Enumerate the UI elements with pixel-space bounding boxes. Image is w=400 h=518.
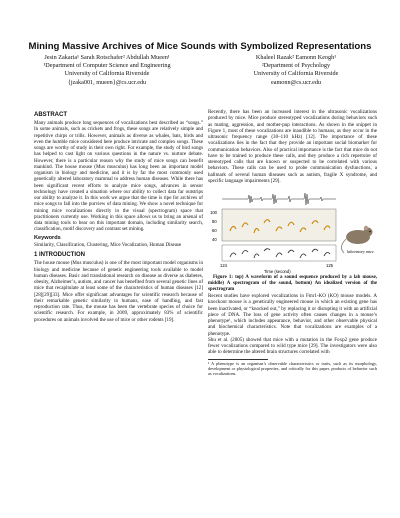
abstract-heading: ABSTRACT <box>34 112 67 118</box>
right-paragraph-2: Recent studies have explored vocalizations in Fmr1-KO (KO) mouse models. A knockout mouse is a genetically engineered mouse in which an existing gene has been inactivated, or “knocked out,” by replacing it or disrupting it with an artificial piece of DNA. The loss of gene activity often causes changes in a mouse’s phenotype¹, which includes appearance, behavior, and other observable physical and biochemical characteristics. Note that vocalizations are examples of a phenotype. <box>208 293 377 337</box>
author-names-left: Jesin Zakaria¹ Sarah Rotschafer² Abdullah Mueen¹ <box>44 54 170 61</box>
x-tick-124: 124 <box>220 263 227 268</box>
y-tick-60: 60 <box>212 228 217 233</box>
footnote-rule <box>208 359 268 360</box>
x-axis-label: Time (second) <box>264 269 291 274</box>
paper-title: Mining Massive Archives of Mice Sounds with Symbolized Representations <box>28 41 372 52</box>
y-tick-100: 100 <box>210 210 217 215</box>
affiliation-left-1: ¹Department of Computer Science and Engineering <box>43 62 171 70</box>
email-right: eamonn@cs.ucr.edu <box>270 78 322 86</box>
figure-1-caption: Figure 1: top) A waveform of a sound sequence produced by a lab mouse, middle) A spectrogram of the sound, bottom) An idealized version of the spectrogram <box>208 275 377 292</box>
affiliation-left-2: University of California Riverside <box>64 70 150 78</box>
right-column <box>208 109 377 376</box>
intro-heading: 1 INTRODUCTION <box>34 252 85 259</box>
spectrogram-background <box>222 209 336 241</box>
affiliation-right-2: University of California Riverside <box>253 70 339 78</box>
y-tick-80: 80 <box>212 219 217 224</box>
right-paragraph-1: Recently, there has been an increased interest in the ultrasonic vocalizations produced by mice. Mice produce stereotyped vocalizations during behaviors such as mating, aggression, and mother-pup interactions. As shown in the snippet in Figure 1, most of these vocalizations are inaudible to humans, as they occur in the ultrasonic frequency range (30–110 kHz) [12]. The importance of these vocalizations lies in the fact that they provide an important social biomarker for communication behaviors. Also of practical importance is the fact that mice do not have to be trained to produce these calls, and they produce a rich repertoire of stereotyped calls that are known or suspected to be correlated with various behaviors. These calls can be used to probe communication dysfunctions, a hallmark of several human diseases such as autism, fragile X syndrome, and specific language impairments [29]. <box>208 109 377 184</box>
keywords-text: Similarity, Classification, Clustering, Mice Vocalization, Human Disease <box>34 242 182 248</box>
abstract-text: Many animals produce long sequences of vocalizations best described as “songs.” In some animals, such as crickets and frogs, these songs are relatively simple and repetitive chirps or trills. However, animals as diverse as whales, bats, birds and even the humble mice considered here produce intricate and complex songs. These songs are worthy of study in their own right. For example, the study of bird songs has helped to cast light on various questions in the nature vs. nurture debate. However, there is a particular reason why the study of mice songs can benefit mankind. The house mouse (Mus musculus) has long been an important model organism in biology and medicine, and it is by far the most commonly used genetically altered laboratory mammal to address human diseases. While there has been significant recent efforts to analyze mice songs, advances in sensor technology have created a situation where our ability to collect data far outstrips our ability to analyze it. In this work we argue that the time is ripe for archives of mice songs to fall into the purview of data mining. We show a novel technique for mining mice vocalizations directly in the visual (spectrogram) space that practitioners currently use. Working in this space allows us to bring an arsenal of data mining tools to bear on this important domain, including similarity search, classification, motif discovery and contrast set mining. <box>34 120 203 233</box>
waveform <box>222 193 336 205</box>
keywords-heading: Keywords <box>34 234 61 241</box>
email-left: {jzaka001, mueen}@cs.ucr.edu <box>67 78 147 86</box>
mouse-label <box>347 249 374 254</box>
author-block-left <box>14 54 200 87</box>
x-tick-125: 125 <box>326 263 333 268</box>
left-column <box>34 109 203 323</box>
author-block-right <box>206 54 386 87</box>
y-tick-40: 40 <box>212 237 217 242</box>
author-names-right: Khaleel Razak² Eamonn Keogh¹ <box>255 54 337 61</box>
intro-paragraph-1: The house mouse (Mus musculus) is one of the most important model organisms in biology and medicine because of genetic engineering tools available to model human diseases. Basic and translational research on disease as diverse as diabetes, obesity, Alzheimer’s, autism, and cancer has benefited from several genetic lines of mice that recapitulate at least some of the characteristics of human diseases [12][28][29][33]. Mice offer significant advantages for scientific research because of their remarkable genetic similarity to humans, ease of handling, and fast reproduction rate. Thus, the mouse has been the vertebrate species of choice for scientific research. For example, in 2009, approximately 83% of scientific procedures on animals involved the use of mice or other rodents [19]. <box>34 260 203 323</box>
affiliation-right-1: ²Department of Psychology <box>261 62 331 70</box>
figure-1 <box>208 187 377 275</box>
figure-1-graphic <box>208 187 377 275</box>
mouse-label-text: laboratory mice <box>347 249 374 254</box>
right-paragraph-3: Shu et al. (2005) showed that mice with a mutation in the Foxp2 gene produce fewer vocalizations compared to wild type mice [29]. The investigators were also able to determine the altered brain structures correlated with <box>208 336 377 356</box>
footnote: ¹ A phenotype is an organism’s observable characteristics or traits, such as its morphology, development or physiological properties, and critically for this paper, products of behavior such as vocalizations. <box>208 360 377 376</box>
